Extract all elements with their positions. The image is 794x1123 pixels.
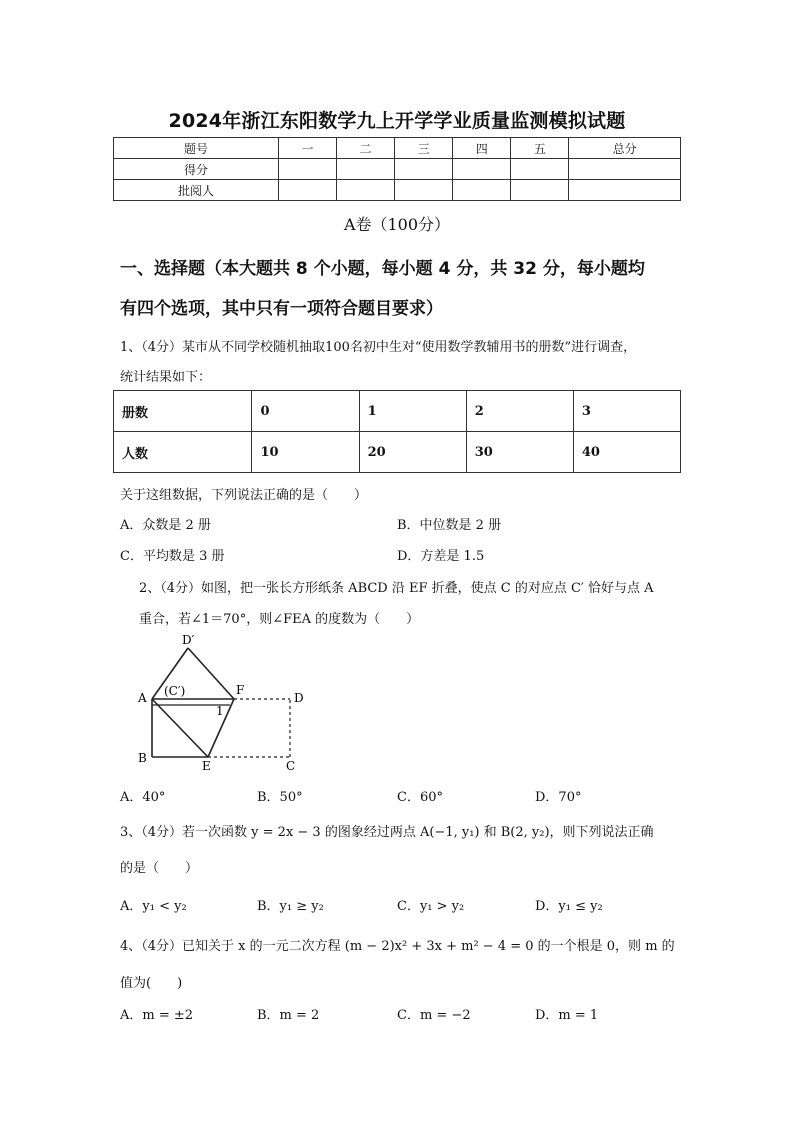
q3-stem-line1: 3、（4分）若一次函数 y = 2x − 3 的图象经过两点 A(−1, y₁) 和 B(2, y₂)，则下列说法正确 — [120, 825, 654, 840]
q1-stem-line1: 1、（4分）某市从不同学校随机抽取100名初中生对“使用数学教辅用书的册数”进行调查， — [120, 340, 637, 355]
score-cell — [337, 180, 395, 201]
page-title: 2024年浙江东阳数学九上开学学业质量监测模拟试题 — [168, 110, 626, 132]
q4-option-b: B．m = 2 — [257, 1008, 320, 1023]
q2-stem-line2: 重合，若∠1＝70°，则∠FEA 的度数为（ ） — [139, 612, 420, 627]
q1-table-cell: 3 — [573, 391, 680, 432]
score-header-cell: 题号 — [114, 138, 279, 159]
score-cell — [279, 159, 337, 180]
score-header-cell: 四 — [453, 138, 511, 159]
score-header-cell: 总分 — [569, 138, 681, 159]
q1-table-cell: 2 — [466, 391, 573, 432]
q2-option-a: A．40° — [120, 790, 166, 805]
score-cell — [511, 159, 569, 180]
q3-stem-line2: 的是（ ） — [120, 861, 199, 876]
q1-table-row — [114, 391, 681, 432]
q3-option-c: C．y₁ > y₂ — [397, 899, 465, 914]
q1-stem-line2: 统计结果如下： — [120, 370, 212, 385]
q2-option-b: B．50° — [257, 790, 303, 805]
q1-option-c: C．平均数是 3 册 — [120, 549, 225, 564]
q1-table-cell: 册数 — [114, 391, 252, 432]
score-row-label: 批阅人 — [114, 180, 279, 201]
score-cell — [395, 159, 453, 180]
q2-option-d: D．70° — [535, 790, 582, 805]
q1-table-cell: 10 — [252, 432, 359, 473]
q4-option-c: C．m = −2 — [397, 1008, 471, 1023]
label-b: B — [138, 751, 147, 765]
score-table-row — [114, 159, 681, 180]
score-cell — [279, 180, 337, 201]
segment-d-prime-f — [188, 648, 234, 699]
q3-option-d: D．y₁ ≤ y₂ — [535, 899, 603, 914]
label-d-prime: D′ — [182, 633, 195, 647]
q1-option-d: D．方差是 1.5 — [397, 549, 485, 564]
score-cell — [569, 159, 681, 180]
q1-option-b: B．中位数是 2 册 — [397, 518, 502, 533]
score-header-cell: 一 — [279, 138, 337, 159]
score-cell — [511, 180, 569, 201]
q1-option-a: A．众数是 2 册 — [120, 518, 211, 533]
score-header-cell: 二 — [337, 138, 395, 159]
score-table — [113, 137, 681, 201]
q1-table-cell: 0 — [252, 391, 359, 432]
q1-question: 关于这组数据，下列说法正确的是（ ） — [120, 488, 368, 503]
section-heading-line2: 有四个选项，其中只有一项符合题目要求） — [120, 299, 443, 319]
q1-table-cell: 1 — [359, 391, 466, 432]
q1-table-row — [114, 432, 681, 473]
segment-ae — [152, 699, 208, 757]
section-heading-line1: 一、选择题（本大题共 8 个小题，每小题 4 分，共 32 分，每小题均 — [120, 259, 645, 279]
score-cell — [453, 180, 511, 201]
label-a: A — [138, 691, 147, 705]
score-cell — [395, 180, 453, 201]
q1-table-cell: 人数 — [114, 432, 252, 473]
score-table-header-row — [114, 138, 681, 159]
label-c: C — [286, 759, 296, 772]
label-c-prime: (C′) — [164, 684, 186, 698]
q4-stem-line2: 值为( ) — [120, 976, 183, 991]
q4-option-d: D．m = 1 — [535, 1008, 599, 1023]
volume-heading: A卷（100分） — [343, 215, 451, 234]
score-table-row — [114, 180, 681, 201]
q1-table-cell: 40 — [573, 432, 680, 473]
label-d: D — [294, 691, 304, 705]
score-cell — [453, 159, 511, 180]
label-f: F — [236, 683, 245, 697]
score-header-cell: 三 — [395, 138, 453, 159]
score-cell — [569, 180, 681, 201]
q4-option-a: A．m = ±2 — [120, 1008, 194, 1023]
q2-stem-line1: 2、（4分）如图，把一张长方形纸条 ABCD 沿 EF 折叠，使点 C 的对应点 C′ 恰好与点 A — [139, 581, 654, 596]
q2-folding-figure — [130, 632, 310, 772]
label-angle-1: 1 — [216, 704, 224, 718]
score-cell — [337, 159, 395, 180]
score-header-cell: 五 — [511, 138, 569, 159]
label-e: E — [202, 759, 211, 772]
q2-option-c: C．60° — [397, 790, 443, 805]
q3-option-b: B．y₁ ≥ y₂ — [257, 899, 324, 914]
q1-table-cell: 20 — [359, 432, 466, 473]
q4-stem-line1: 4、（4分）已知关于 x 的一元二次方程 (m − 2)x² + 3x + m² − 4 = 0 的一个根是 0，则 m 的 — [120, 939, 675, 954]
q1-data-table — [113, 390, 681, 473]
q1-table-cell: 30 — [466, 432, 573, 473]
score-row-label: 得分 — [114, 159, 279, 180]
q3-option-a: A．y₁ < y₂ — [120, 899, 187, 914]
